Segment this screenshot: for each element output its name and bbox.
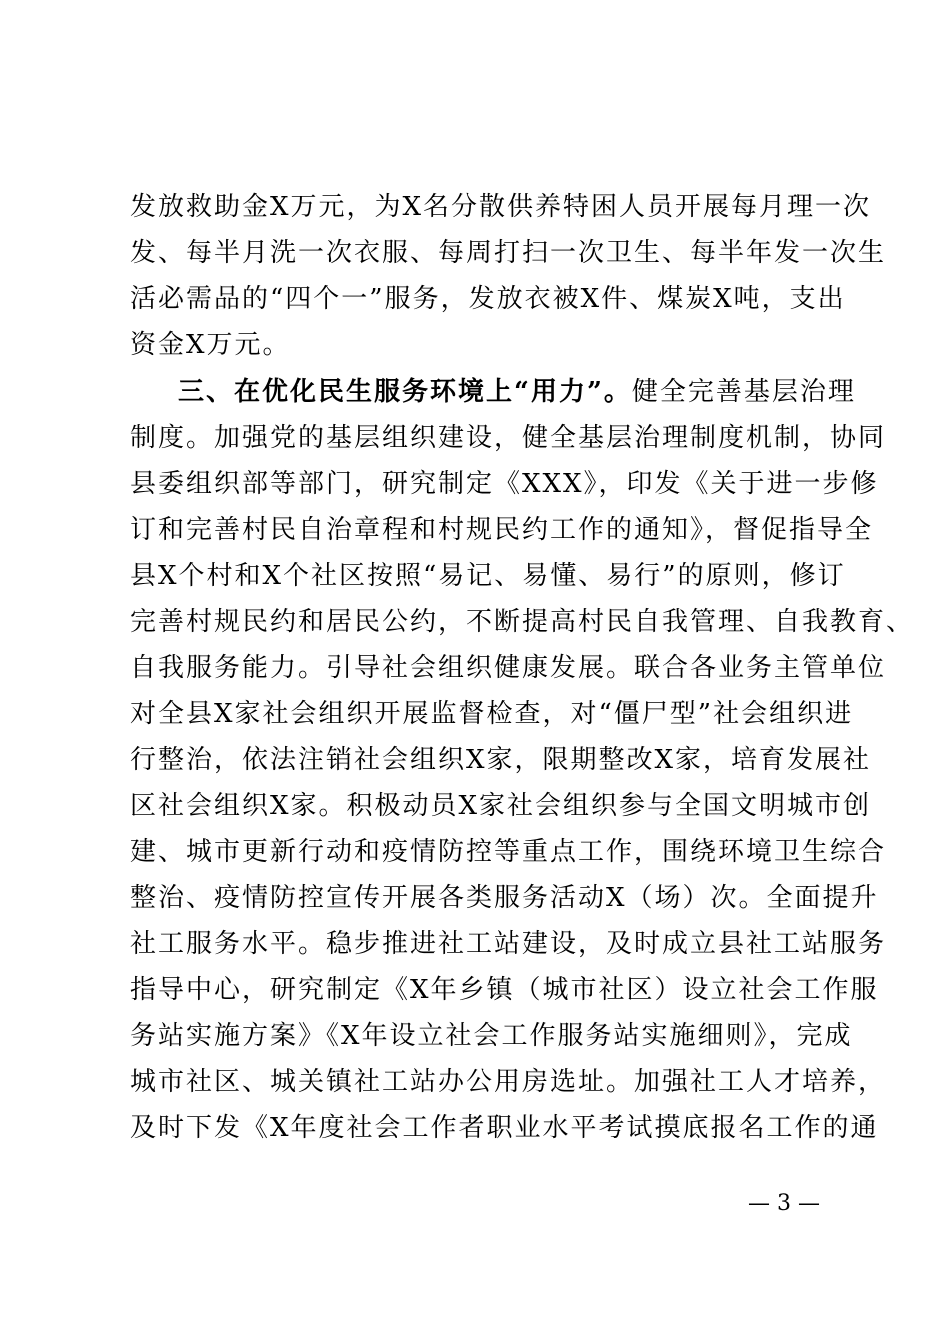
paragraph-line: 整治、疫情防控宣传开展各类服务活动X（场）次。全面提升 (130, 883, 879, 913)
paragraph-line: 对全县X家社会组织开展监督检查，对“僵尸型”社会组织进 (130, 699, 854, 729)
paragraph-line: 发放救助金X万元，为X名分散供养特困人员开展每月理一次 (130, 192, 872, 222)
section-heading: 三、在优化民生服务环境上“用力”。 (178, 377, 632, 407)
section-heading-line (178, 369, 878, 415)
paragraph-line: 指导中心，研究制定《X年乡镇（城市社区）设立社会工作服 (130, 975, 879, 1005)
paragraph-line: 发、每半月洗一次衣服、每周打扫一次卫生、每半年发一次生 (130, 238, 887, 268)
paragraph-line: 及时下发《X年度社会工作者职业水平考试摸底报名工作的通 (130, 1113, 879, 1143)
paragraph-line: 订和完善村民自治章程和村规民约工作的通知》，督促指导全 (130, 515, 874, 545)
paragraph-line: 活必需品的“四个一”服务，发放衣被X件、煤炭X吨，支出 (130, 284, 846, 314)
paragraph-line: 完善村规民约和居民公约，不断提高村民自我管理、自我教育、 (130, 607, 915, 637)
paragraph-line: 县X个村和X个社区按照“易记、易懂、易行”的原则，修订 (130, 561, 846, 591)
paragraph-line: 社工服务水平。稳步推进社工站建设，及时成立县社工站服务 (130, 929, 887, 959)
paragraph-line: 自我服务能力。引导社会组织健康发展。联合各业务主管单位 (130, 653, 887, 683)
paragraph-line: 县委组织部等部门，研究制定《XXX》，印发《关于进一步修 (130, 469, 879, 499)
paragraph-line: 资金X万元。 (130, 330, 291, 360)
paragraph-line: 建、城市更新行动和疫情防控等重点工作，围绕环境卫生综合 (130, 837, 887, 867)
paragraph-line: 制度。加强党的基层组织建设，健全基层治理制度机制，协同 (130, 423, 887, 453)
paragraph-line: 城市社区、城关镇社工站办公用房选址。加强社工人才培养， (130, 1067, 887, 1097)
paragraph-line: 务站实施方案》《X年设立社会工作服务站实施细则》，完成 (130, 1021, 853, 1051)
page-number: — 3 — (748, 1191, 820, 1216)
paragraph-line: 行整治，依法注销社会组织X家，限期整改X家，培育发展社 (130, 745, 872, 775)
paragraph-line: 区社会组织X家。积极动员X家社会组织参与全国文明城市创 (130, 791, 872, 821)
section-heading-continuation: 健全完善基层治理 (631, 377, 856, 407)
